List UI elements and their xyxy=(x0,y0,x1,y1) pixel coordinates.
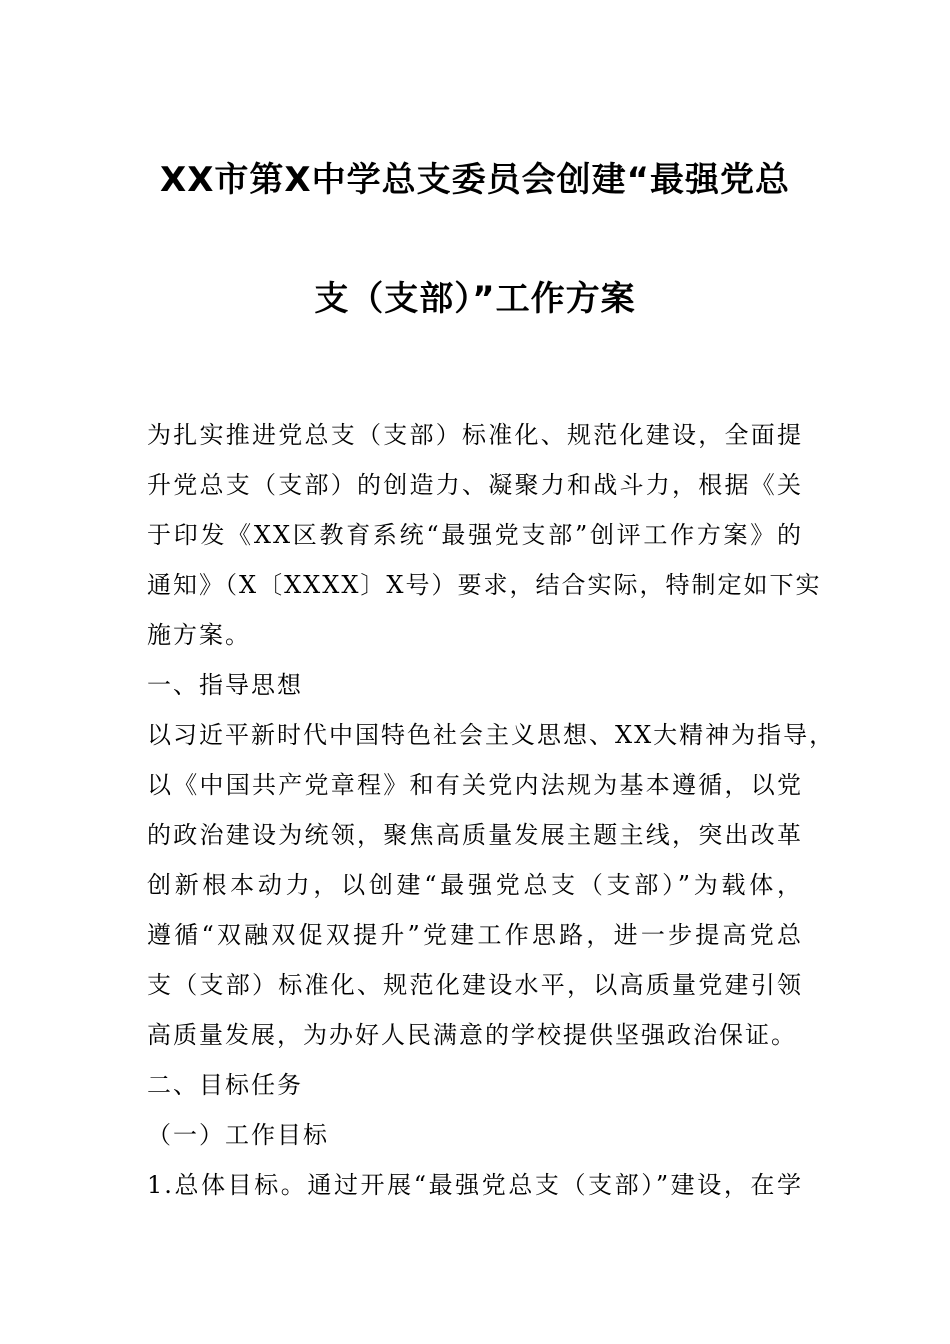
body-line: 支（支部）标准化、规范化建设水平，以高质量党建引领 xyxy=(147,971,803,999)
document-title-line-2: 支（支部）”工作方案 xyxy=(314,279,636,319)
body-line: 高质量发展，为办好人民满意的学校提供坚强政治保证。 xyxy=(147,1021,797,1049)
body-line: 升党总支（支部）的创造力、凝聚力和战斗力，根据《关 xyxy=(147,471,803,499)
document-body xyxy=(147,410,837,1210)
document-title-line-1: XX市第X中学总支委员会创建“最强党总 xyxy=(160,160,790,200)
body-line: 以《中国共产党章程》和有关党内法规为基本遵循，以党 xyxy=(147,771,803,799)
body-line: 为扎实推进党总支（支部）标准化、规范化建设，全面提 xyxy=(147,421,803,449)
body-line: 遵循“双融双促双提升”党建工作思路，进一步提高党总 xyxy=(147,921,803,949)
body-line: 于印发《XX区教育系统“最强党支部”创评工作方案》的 xyxy=(147,521,803,549)
subsection-heading-work-goals: （一）工作目标 xyxy=(147,1121,329,1149)
body-line: 1.总体目标。通过开展“最强党总支（支部）”建设，在学 xyxy=(147,1171,803,1199)
body-line: 施方案。 xyxy=(147,621,251,649)
section-heading-goals-tasks: 二、目标任务 xyxy=(147,1071,303,1099)
section-heading-guiding-ideology: 一、指导思想 xyxy=(147,671,303,699)
body-line: 以习近平新时代中国特色社会主义思想、XX大精神为指导， xyxy=(147,721,836,749)
body-line: 通知》（X〔XXXX〕X号）要求，结合实际，特制定如下实 xyxy=(147,571,822,599)
body-line: 创新根本动力，以创建“最强党总支（支部）”为载体， xyxy=(147,871,803,899)
body-line: 的政治建设为统领，聚焦高质量发展主题主线，突出改革 xyxy=(147,821,803,849)
